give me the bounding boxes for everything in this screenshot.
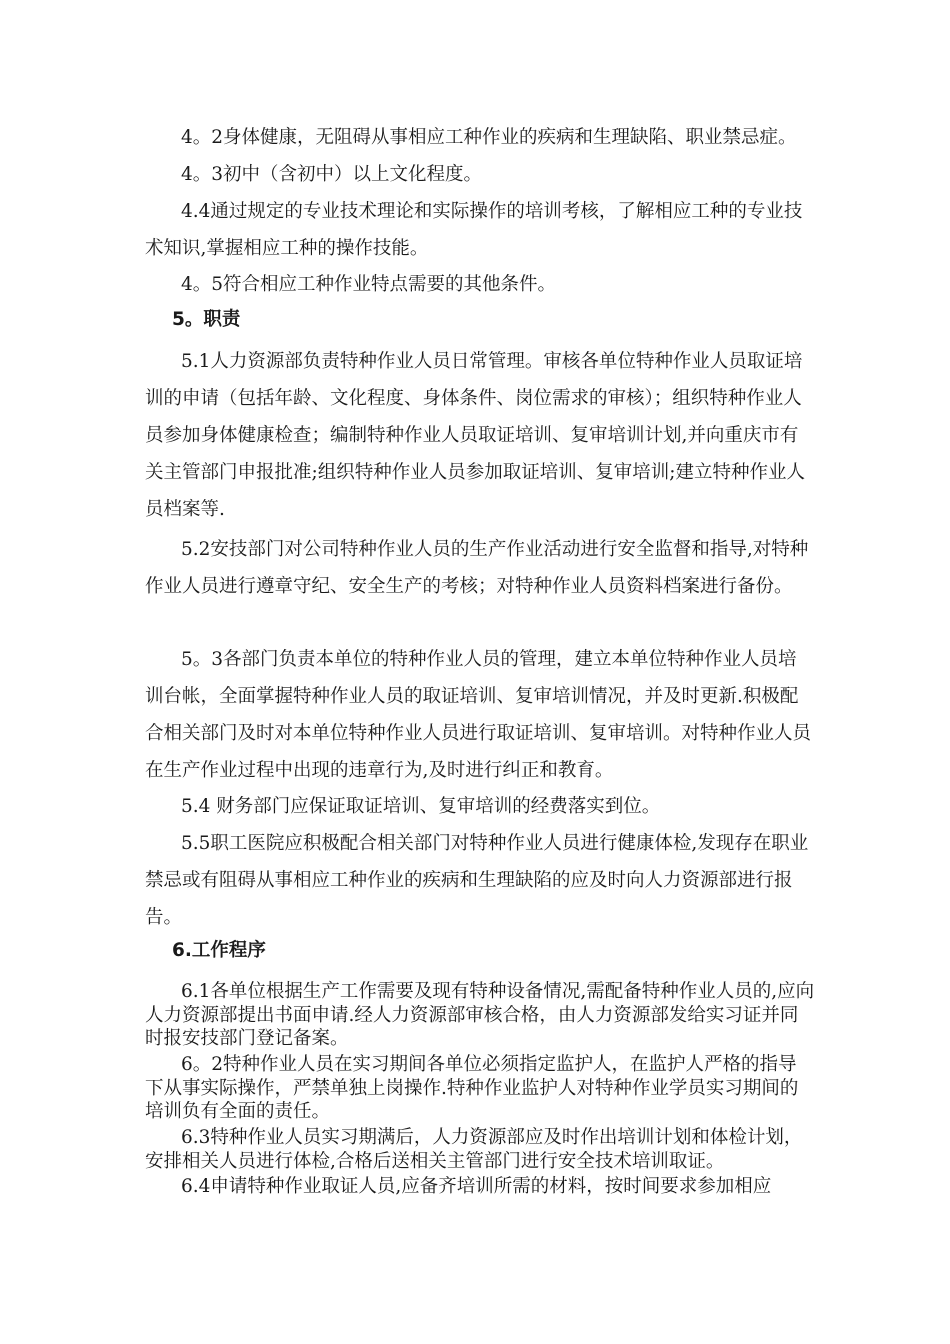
item-6-3: 6.3特种作业人员实习期满后，人力资源部应及时作出培训计划和体检计划，安排相关人员进行体检,合格后送相关主管部门进行安全技术培训取证。 (145, 1127, 803, 1172)
item-6-4: 6.4申请特种作业取证人员,应备齐培训所需的材料，按时间要求参加相应 (181, 1176, 772, 1197)
section-5-heading: 5。职责 (172, 309, 241, 330)
item-6-2: 6。2特种作业人员在实习期间各单位必须指定监护人，在监护人严格的指导下从事实际操作，严禁单独上岗操作.特种作业监护人对特种作业学员实习期间的培训负有全面的责任。 (145, 1054, 799, 1122)
section-6-heading: 6.工作程序 (172, 940, 266, 961)
item-6-1: 6.1各单位根据生产工作需要及现有特种设备情况,需配备特种作业人员的,应向人力资源部提出书面申请.经人力资源部审核合格，由人力资源部发给实习证并同时报安技部门登记备案。 (145, 981, 815, 1049)
item-4-4: 4.4通过规定的专业技术理论和实际操作的培训考核，了解相应工种的专业技术知识,掌握相应工种的操作技能。 (145, 201, 803, 259)
item-5-2: 5.2安技部门对公司特种作业人员的生产作业活动进行安全监督和指导,对特种作业人员进行遵章守纪、安全生产的考核；对特种作业人员资料档案进行备份。 (145, 539, 809, 597)
item-4-2: 4。2身体健康，无阻碍从事相应工种作业的疾病和生理缺陷、职业禁忌症。 (181, 127, 797, 148)
item-5-1: 5.1人力资源部负责特种作业人员日常管理。审核各单位特种作业人员取证培训的申请（包括年龄、文化程度、身体条件、岗位需求的审核）；组织特种作业人员参加身体健康检查；编制特种作业人员取证培训、复审培训计划,并向重庆市有关主管部门申报批准;组织特种作业人员参加取证培训、复审培训;建立特种作业人员档案等. (145, 351, 805, 520)
item-5-3: 5。3各部门负责本单位的特种作业人员的管理，建立本单位特种作业人员培训台帐，全面掌握特种作业人员的取证培训、复审培训情况，并及时更新.积极配合相关部门及时对本单位特种作业人员进行取证培训、复审培训。对特种作业人员在生产作业过程中出现的违章行为,及时进行纠正和教育。 (145, 649, 812, 781)
item-4-3: 4。3初中（含初中）以上文化程度。 (181, 164, 483, 185)
item-4-5: 4。5符合相应工种作业特点需要的其他条件。 (181, 274, 557, 295)
item-5-5: 5.5职工医院应积极配合相关部门对特种作业人员进行健康体检,发现存在职业禁忌或有阻碍从事相应工种作业的疾病和生理缺陷的应及时向人力资源部进行报告。 (145, 833, 809, 928)
item-5-4: 5.4 财务部门应保证取证培训、复审培训的经费落实到位。 (181, 796, 661, 817)
